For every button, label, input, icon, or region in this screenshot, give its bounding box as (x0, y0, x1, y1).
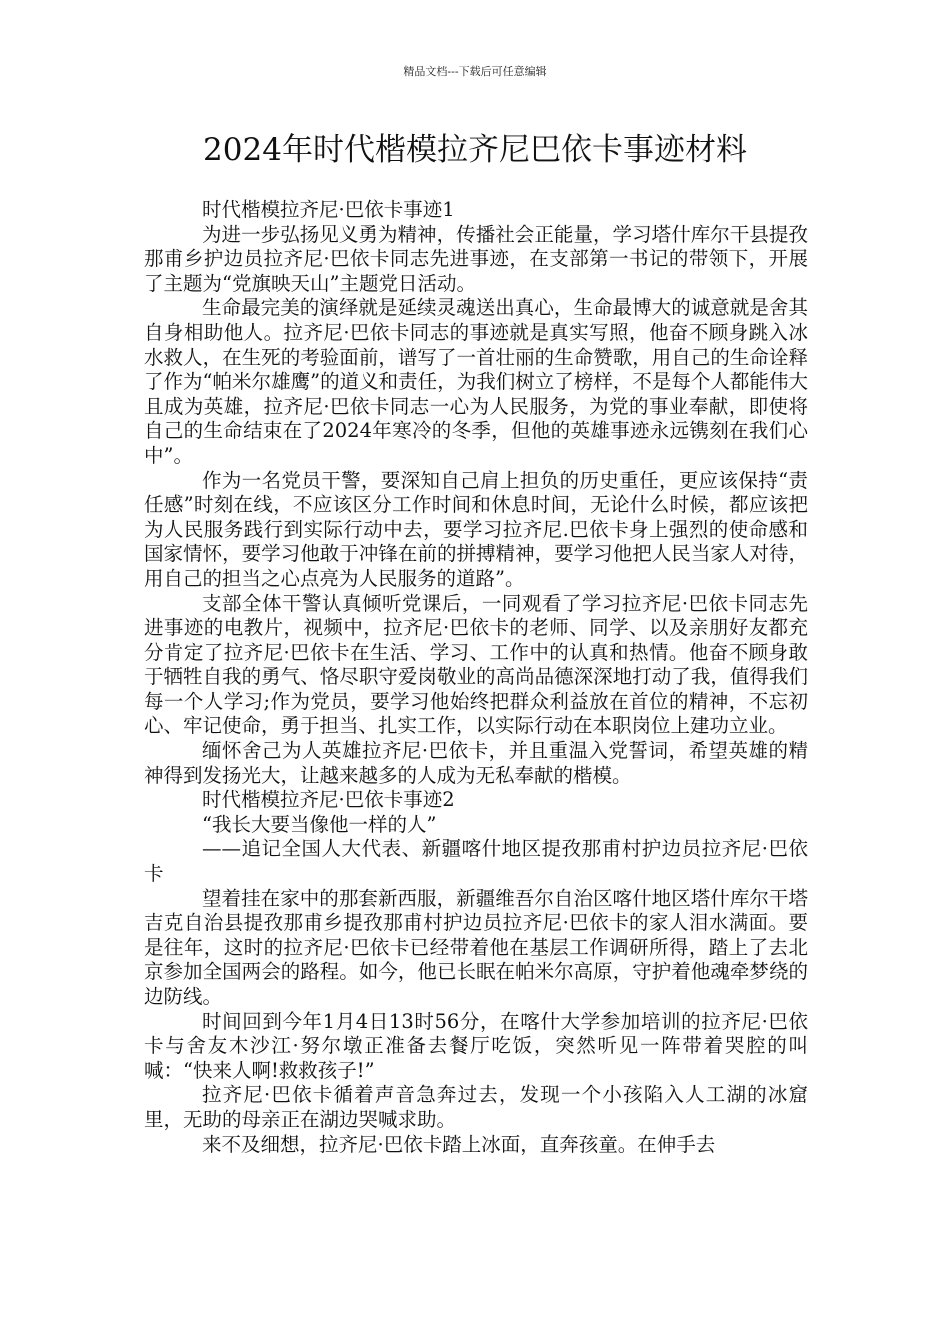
paragraph: 来不及细想，拉齐尼·巴依卡踏上冰面，直奔孩童。在伸手去 (202, 1132, 716, 1156)
section-heading-1: 时代楷模拉齐尼·巴依卡事迹1 (202, 198, 455, 221)
paragraph: 时间回到今年1月4日13时56分，在喀什大学参加培训的拉齐尼·巴依卡与舍友木沙江·努尔墩正准备去餐厅吃饭，突然听见一阵带着哭腔的叫喊：“快来人啊!救救孩子!” (144, 1009, 808, 1082)
document-title: 2024年时代楷模拉齐尼巴依卡事迹材料 (203, 132, 747, 168)
paragraph: 拉齐尼·巴依卡循着声音急奔过去，发现一个小孩陷入人工湖的冰窟里，无助的母亲正在湖边哭喊求助。 (144, 1083, 808, 1131)
paragraph: 生命最完美的演绎就是延续灵魂送出真心，生命最博大的诚意就是舍其自身相助他人。拉齐尼·巴依卡同志的事迹就是真实写照，他奋不顾身跳入冰水救人，在生死的考验面前，谱写了一首壮丽的生命赞歌，用自己的生命诠释了作为“帕米尔雄鹰”的道义和责任，为我们树立了榜样，不是每个人都能伟大且成为英雄，拉齐尼·巴依卡同志一心为人民服务，为党的事业奉献，即使将自己的生命结束在了2024年寒冷的冬季，但他的英雄事迹永远镌刻在我们心中”。 (144, 296, 808, 467)
article-title: “我长大要当像他一样的人” (202, 812, 437, 836)
document-body (144, 198, 808, 1157)
paragraph: 作为一名党员干警，要深知自己肩上担负的历史重任，更应该保持“责任感”时刻在线，不应该区分工作时间和休息时间，无论什么时候，都应该把为人民服务践行到实际行动中去，要学习拉齐尼.巴依卡身上强烈的使命感和国家情怀，要学习他敢于冲锋在前的拼搏精神，要学习他把人民当家人对待，用自己的担当之心点亮为人民服务的道路”。 (144, 468, 808, 590)
paragraph: 缅怀舍己为人英雄拉齐尼·巴依卡，并且重温入党誓词，希望英雄的精神得到发扬光大，让越来越多的人成为无私奉献的楷模。 (144, 739, 808, 787)
paragraph: 支部全体干警认真倾听党课后，一同观看了学习拉齐尼·巴依卡同志先进事迹的电教片，视频中，拉齐尼·巴依卡的老师、同学、以及亲朋好友都充分肯定了拉齐尼·巴依卡在生活、学习、工作中的认真和热情。他奋不顾身敢于牺牲自我的勇气、恪尽职守爱岗敬业的高尚品德深深地打动了我，值得我们每一个人学习;作为党员，要学习他始终把群众利益放在首位的精神，不忘初心、牢记使命，勇于担当、扎实工作，以实际行动在本职岗位上建功立业。 (144, 591, 808, 738)
paragraph: 为进一步弘扬见义勇为精神，传播社会正能量，学习塔什库尔干县提孜那甫乡护边员拉齐尼·巴依卡同志先进事迹，在支部第一书记的带领下，开展了主题为“党旗映天山”主题党日活动。 (144, 222, 808, 295)
paragraph: 望着挂在家中的那套新西服，新疆维吾尔自治区喀什地区塔什库尔干塔吉克自治县提孜那甫乡提孜那甫村护边员拉齐尼·巴依卡的家人泪水满面。要是往年，这时的拉齐尼·巴依卡已经带着他在基层工作调研所得，踏上了去北京参加全国两会的路程。如今，他已长眠在帕米尔高原，守护着他魂牵梦绕的边防线。 (144, 886, 808, 1008)
section-heading-2: 时代楷模拉齐尼·巴依卡事迹2 (202, 788, 455, 812)
article-subtitle: ——追记全国人大代表、新疆喀什地区提孜那甫村护边员拉齐尼·巴依卡 (144, 837, 808, 886)
page-header: 精品文档---下载后可任意编辑 (403, 65, 547, 78)
